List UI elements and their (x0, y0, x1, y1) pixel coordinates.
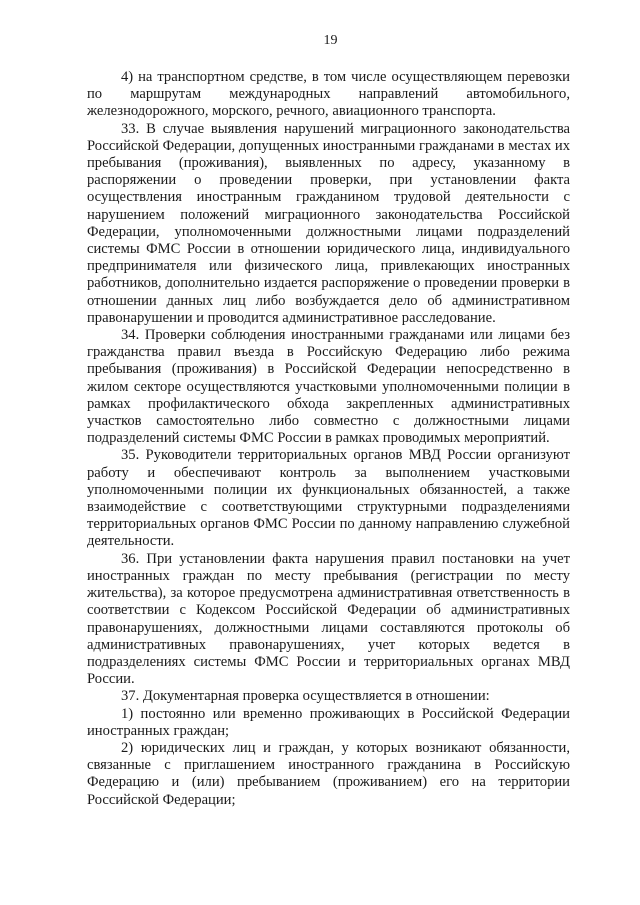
paragraph-37: 37. Документарная проверка осуществляется в отношении: (121, 688, 490, 705)
paragraph-item-4: 4) на транспортном средстве, в том числе осуществляющем перевозки по маршрутам международных направлений автомобильного, железнодорожного, морского, речного, авиационного транспорта. (87, 69, 570, 120)
document-body (87, 69, 570, 809)
paragraph-37-item-2: 2) юридических лиц и граждан, у которых возникают обязанности, связанные с приглашением иностранного гражданина в Российскую Федерацию и (или) пребыванием (проживанием) его на территории Российской Федерации; (87, 739, 570, 808)
paragraph-37-item-1: 1) постоянно или временно проживающих в Российской Федерации иностранных граждан; (87, 705, 570, 739)
paragraph-36: 36. При установлении факта нарушения правил постановки на учет иностранных граждан по месту пребывания (регистрации по месту жительства), за которое предусмотрена административная ответственность в соответствии с Кодексом Российской Федерации об административных правонарушениях, должностными лицами составляются протоколы об административных правонарушениях, учет которых ведется в подразделениях системы ФМС России и территориальных органах МВД России. (87, 550, 570, 688)
paragraph-34: 34. Проверки соблюдения иностранными гражданами или лицами без гражданства правил въезда в Российскую Федерацию либо режима пребывания (проживания) в Российской Федерации непосредственно в жилом секторе осуществляются участковыми уполномоченными полиции в рамках профилактического обхода закрепленных административных участков самостоятельно либо совместно с должностными лицами подразделений системы ФМС России в рамках проводимых мероприятий. (87, 327, 570, 447)
page-number: 19 (323, 33, 338, 48)
paragraph-35: 35. Руководители территориальных органов МВД России организуют работу и обеспечивают контроль за выполнением участковыми уполномоченными полиции их функциональных обязанностей, а также взаимодействие с соответствующими структурными подразделениями территориальных органов ФМС России по данному направлению служебной деятельности. (87, 447, 570, 550)
paragraph-33: 33. В случае выявления нарушений миграционного законодательства Российской Федерации, допущенных иностранными гражданами в местах их пребывания (проживания), выявленных по адресу, указанному в распоряжении о проведении проверки, при установлении факта осуществления иностранным гражданином трудовой деятельности с нарушением положений миграционного законодательства Российской Федерации, уполномоченными должностными лицами подразделений системы ФМС России в отношении юридического лица, индивидуального предпринимателя или физического лица, привлекающих иностранных работников, дополнительно издается распоряжение о проведении проверки в отношении данных лиц либо возбуждается дело об административном правонарушении и проводится административное расследование. (87, 120, 570, 326)
